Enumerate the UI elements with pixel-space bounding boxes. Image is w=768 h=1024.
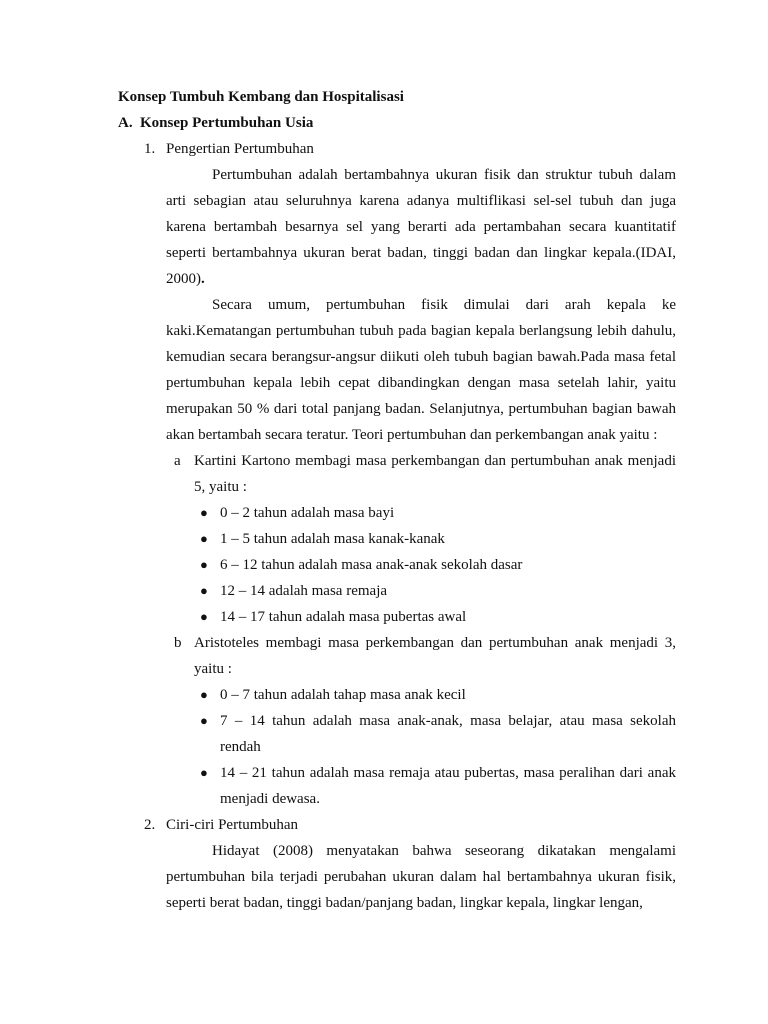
bullet-icon: ●	[200, 687, 208, 702]
document-content	[118, 84, 676, 916]
list-item-text: 1 – 5 tahun adalah masa kanak-kanak	[220, 531, 445, 547]
theory-b	[174, 630, 676, 682]
item-2-paragraph-1: Hidayat (2008) menyatakan bahwa seseorang dikatakan mengalami pertumbuhan bila terjadi perubahan ukuran dalam hal bertambahnya ukuran fisik, seperti berat badan, tinggi badan/panjang badan, lingkar kepala, lingkar lengan,	[166, 843, 676, 911]
list-item	[200, 578, 676, 604]
section-a-heading	[118, 110, 676, 136]
bullet-icon: ●	[200, 765, 208, 780]
list-item-text: 0 – 2 tahun adalah masa bayi	[220, 505, 395, 521]
theory-a-bullets	[166, 500, 676, 630]
list-item-text: 14 – 21 tahun adalah masa remaja atau pubertas, masa peralihan dari anak menjadi dewasa.	[220, 765, 676, 807]
list-item	[200, 708, 676, 760]
item-1-number: 1.	[144, 141, 156, 157]
theories-list	[166, 448, 676, 812]
item-1-paragraph-2: Secara umum, pertumbuhan fisik dimulai dari arah kepala ke kaki.Kematangan pertumbuhan tubuh pada bagian kepala berlangsung lebih dahulu, kemudian secara berangsur-angsur diikuti oleh tubuh bagian bawah.Pada masa fetal pertumbuhan kepala lebih cepat dibandingkan dengan masa setelah lahir, yaitu merupakan 50 % dari total panjang badan. Selanjutnya, pertumbuhan bagian bawah akan bertambah secara teratur. Teori pertumbuhan dan perkembangan anak yaitu :	[166, 297, 676, 443]
list-item-text: 12 – 14 adalah masa remaja	[220, 583, 388, 599]
item-2-number: 2.	[144, 817, 156, 833]
theory-a-letter: a	[174, 453, 181, 469]
theory-b-text: Aristoteles membagi masa perkembangan dan pertumbuhan anak menjadi 3, yaitu :	[194, 635, 676, 677]
theory-b-bullets	[166, 682, 676, 812]
item-1-paragraph-1-period: .	[201, 271, 205, 287]
list-item	[200, 500, 676, 526]
list-item-text: 6 – 12 tahun adalah masa anak-anak sekolah dasar	[220, 557, 523, 573]
section-a-number: A.	[118, 115, 133, 131]
bullet-icon: ●	[200, 583, 208, 598]
list-item-text: 0 – 7 tahun adalah tahap masa anak kecil	[220, 687, 466, 703]
item-2-heading	[144, 812, 676, 838]
list-item	[200, 526, 676, 552]
item-1-label: Pengertian Pertumbuhan	[166, 141, 314, 157]
list-item	[200, 604, 676, 630]
item-2-label: Ciri-ciri Pertumbuhan	[166, 817, 299, 833]
list-item	[200, 552, 676, 578]
bullet-icon: ●	[200, 531, 208, 546]
list-item-text: 7 – 14 tahun adalah masa anak-anak, masa belajar, atau masa sekolah rendah	[220, 713, 676, 755]
bullet-icon: ●	[200, 505, 208, 520]
list-item	[200, 682, 676, 708]
list-item	[200, 760, 676, 812]
bullet-icon: ●	[200, 609, 208, 624]
document-title: Konsep Tumbuh Kembang dan Hospitalisasi	[118, 89, 404, 105]
item-1-heading	[144, 136, 676, 162]
theory-b-letter: b	[174, 635, 182, 651]
theory-a-text: Kartini Kartono membagi masa perkembangan dan pertumbuhan anak menjadi 5, yaitu :	[194, 453, 676, 495]
bullet-icon: ●	[200, 557, 208, 572]
theory-a	[174, 448, 676, 500]
section-a-label: Konsep Pertumbuhan Usia	[140, 115, 314, 131]
bullet-icon: ●	[200, 713, 208, 728]
list-item-text: 14 – 17 tahun adalah masa pubertas awal	[220, 609, 467, 625]
item-1-paragraph-1-text: Pertumbuhan adalah bertambahnya ukuran fisik dan struktur tubuh dalam arti sebagian atau seluruhnya karena adanya multiflikasi sel-sel tubuh dan juga karena bertambah besarnya sel yang berarti ada pertambahan secara kuantitatif seperti bertambahnya ukuran berat badan, tinggi badan dan lingkar kepala.(IDAI, 2000)	[166, 167, 676, 287]
item-1-paragraph-1	[166, 162, 676, 292]
